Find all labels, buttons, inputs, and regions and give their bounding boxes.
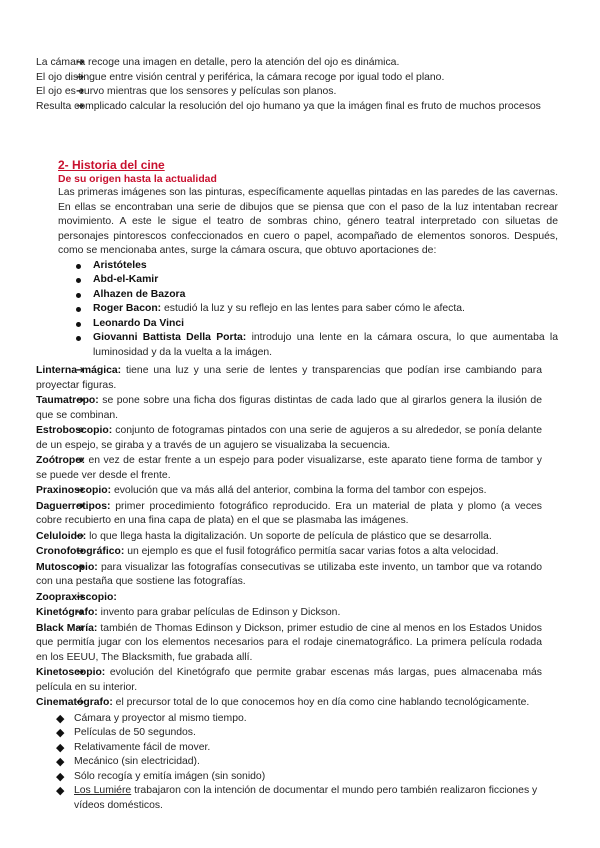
list-item: ➔ Zoopraxiscopio:: [0, 591, 600, 606]
list-item: ➔ Celuloide: lo que llega hasta la digitalización. Un soporte de película de plástico que se desarrolla.: [0, 530, 600, 545]
list-item: ◆ Los Lumiére trabajaron con la intención de documentar el mundo pero también realizaron ficciones y vídeos domésticos.: [36, 784, 542, 813]
intro-paragraph: Las primeras imágenes son las pinturas, específicamente aquellas pintadas en las paredes de las cavernas. En ellas se encontraban una serie de dibujos que se piensa que con el paso de la luz intentaban recrear movimiento. A este le sigue el teatro de sombras chino, género teatral interpretado con siluetas de personajes pintorescos confeccionados en cuero o papel, acompañado de elementos sonoros. Después, como se mencionaba antes, surge la cámara oscura, que obtuvo aportaciones de:: [58, 187, 558, 256]
inventions-list: [0, 364, 600, 814]
list-item: ◆ Cámara y proyector al mismo tiempo.: [36, 712, 542, 727]
list-item: ➔ Mutoscopio: para visualizar las fotografías consecutivas se utilizaba este invento, un tambor que va rotando con una pestaña que sostiene las fotografías.: [0, 561, 600, 590]
history-section: [58, 158, 558, 360]
list-item: ◆ Sólo recogía y emitía imágen (sin sonido): [36, 770, 542, 785]
list-item: ➔ Taumatropo: se pone sobre una ficha dos figuras distintas de cada lado que al girarlos genera la ilusión de que se combinan.: [0, 394, 600, 423]
list-item: Aristóteles: [58, 259, 558, 274]
list-item: ➔ Zoótropo: en vez de estar frente a un espejo para poder visualizarse, este aparato tiene forma de tambor y se puede ver desde el frente.: [0, 454, 600, 483]
list-item: ➔ La cámara recoge una imagen en detalle, pero la atención del ojo es dinámica.: [0, 56, 600, 71]
section-title: 2- Historia del cine: [58, 158, 165, 172]
list-item: ➔ Cronofotográfico: un ejemplo es que el fusil fotográfico permitía sacar varias fotos a alta velocidad.: [0, 545, 600, 560]
list-item: ➔ Daguerrotipos: primer procedimiento fotográfico reproducido. Era un material de plata y plomo (a veces cobre recubierto en una fina capa de plata) en el que se plasmaba las imágenes.: [0, 500, 600, 529]
list-item: Abd-el-Kamir: [58, 273, 558, 288]
lumiere-name: Los Lumiére: [74, 785, 132, 796]
list-item: ➔ El ojo es curvo mientras que los sensores y películas son planos.: [0, 85, 600, 100]
list-item: ◆ Mecánico (sin electricidad).: [36, 755, 542, 770]
list-item: Alhazen de Bazora: [58, 288, 558, 303]
list-item: ➔ Kinetoscopio: evolución del Kinetógrafo que permite grabar escenas más largas, pues almacenaba más película en su interior.: [0, 666, 600, 695]
list-item: ➔ Estroboscopio: conjunto de fotogramas pintados con una serie de agujeros a su alrededor, se ponía delante de un espejo, se giraba y a través de un agujero se visualizaba la secuencia.: [0, 424, 600, 453]
list-item: ➔ Cinematógrafo: el precursor total de lo que conocemos hoy en día como cine hablando tecnológicamente. ◆ Cámara y proyector al mismo tiempo. ◆ Películas de 50 segundos. ◆ Relativamente fácil de mover. ◆ Mecánico (sin electricidad). ◆ Sólo recogía y emitía imágen (sin sonido) ◆ Los Lumiére trabajaron con la intención de documentar el mundo pero también realizaron ficciones y vídeos domésticos.: [0, 696, 600, 813]
section-subtitle: De su origen hasta la actualidad: [58, 174, 217, 185]
list-item: ➔ Praxinoscopio: evolución que va más allá del anterior, combina la forma del tambor con espejos.: [0, 484, 600, 499]
cinematografo-features: [36, 712, 542, 814]
contributors-list: [58, 259, 558, 361]
list-item: ➔ Black María: también de Thomas Edinson y Dickson, primer estudio de cine al menos en los Estados Unidos que permitía jugar con los elementos necesarios para el rodaje cinematográfico. La primera película rodada en los EEUU, The Blacksmith, fue grabada allí.: [0, 622, 600, 666]
list-item: ➔ Kinetógrafo: invento para grabar películas de Edinson y Dickson.: [0, 606, 600, 621]
list-item: Leonardo Da Vinci: [58, 317, 558, 332]
list-item: ➔ El ojo distingue entre visión central y periférica, la cámara recoge por igual todo el plano.: [0, 71, 600, 86]
list-item: Roger Bacon: estudió la luz y su reflejo en las lentes para saber cómo le afecta.: [58, 302, 558, 317]
list-item: ◆ Películas de 50 segundos.: [36, 726, 542, 741]
list-item: ➔ Resulta complicado calcular la resolución del ojo humano ya que la imágen final es fruto de muchos procesos: [0, 100, 600, 115]
list-item: ◆ Relativamente fácil de mover.: [36, 741, 542, 756]
list-item: Giovanni Battista Della Porta: introdujo una lente en la cámara oscura, lo que aumentaba la luminosidad y da la vuelta a la imágen.: [58, 331, 558, 360]
list-item: ➔ Linterna mágica: tiene una luz y una serie de lentes y transparencias que podían irse cambiando para proyectar figuras.: [0, 364, 600, 393]
eye-vs-camera-list: [0, 56, 600, 114]
